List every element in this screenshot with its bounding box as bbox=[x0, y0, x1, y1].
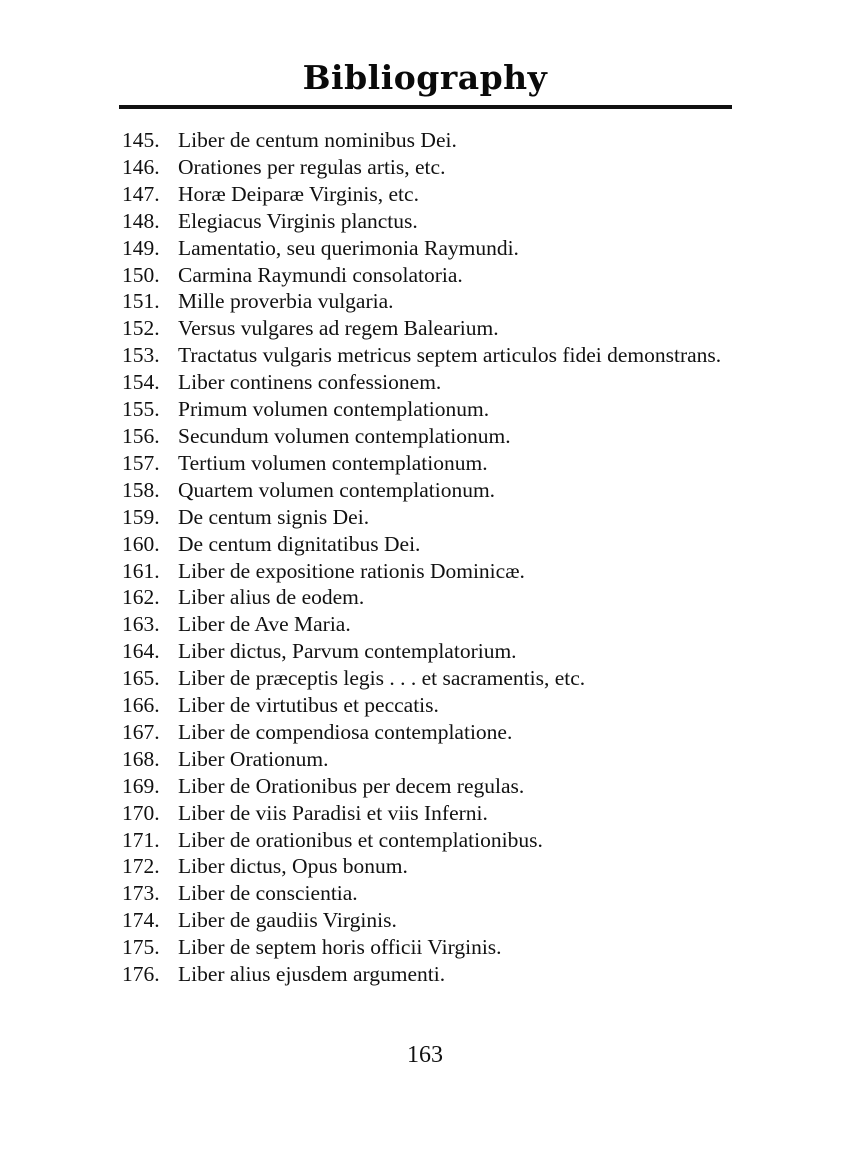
entry-title: Lamentatio, seu querimonia Raymundi. bbox=[178, 235, 519, 260]
bibliography-entry bbox=[122, 934, 734, 961]
bibliography-entry bbox=[122, 961, 734, 988]
bibliography-entry bbox=[122, 584, 734, 611]
bibliography-entry bbox=[122, 692, 734, 719]
entry-title: Mille proverbia vulgaria. bbox=[178, 289, 394, 314]
bibliography-entry bbox=[122, 208, 734, 235]
entry-title: Liber de expositione rationis Dominicæ. bbox=[178, 558, 525, 583]
entry-title: Liber de conscientia. bbox=[178, 881, 358, 906]
running-head: Bibliography bbox=[302, 58, 548, 97]
bibliography-entry bbox=[122, 665, 734, 692]
entry-title: Elegiacus Virginis planctus. bbox=[178, 208, 418, 233]
bibliography-entry bbox=[122, 154, 734, 181]
entry-number: 176. bbox=[122, 962, 160, 987]
bibliography-entry bbox=[122, 315, 734, 342]
bibliography-entry bbox=[122, 638, 734, 665]
entry-number: 154. bbox=[122, 370, 160, 395]
entry-number: 174. bbox=[122, 908, 160, 933]
entry-title: Quartem volumen contemplationum. bbox=[178, 477, 496, 502]
entry-title: Liber continens confessionem. bbox=[178, 370, 442, 395]
entry-number: 155. bbox=[122, 397, 160, 422]
page-number: 163 bbox=[407, 1042, 443, 1068]
entry-title: De centum dignitatibus Dei. bbox=[178, 531, 421, 556]
entry-number: 153. bbox=[122, 343, 160, 368]
entry-title: Liber dictus, Parvum contemplatorium. bbox=[178, 639, 517, 664]
entry-number: 166. bbox=[122, 693, 160, 718]
bibliography-entry bbox=[122, 262, 734, 289]
entry-number: 152. bbox=[122, 316, 160, 341]
entry-title: Orationes per regulas artis, etc. bbox=[178, 154, 446, 179]
bibliography-entry bbox=[122, 880, 734, 907]
entry-title: Liber de gaudiis Virginis. bbox=[178, 908, 397, 933]
entry-number: 163. bbox=[122, 612, 160, 637]
entry-number: 172. bbox=[122, 854, 160, 879]
entry-number: 151. bbox=[122, 289, 160, 314]
entry-title: De centum signis Dei. bbox=[178, 504, 370, 529]
entry-title: Liber de Orationibus per decem regulas. bbox=[178, 773, 525, 798]
entry-number: 145. bbox=[122, 128, 160, 152]
bibliography-entry bbox=[122, 504, 734, 531]
entry-title: Liber Orationum. bbox=[178, 746, 329, 771]
entry-title: Horæ Deiparæ Virginis, etc. bbox=[178, 181, 419, 206]
entry-title: Tertium volumen contemplationum. bbox=[178, 450, 488, 475]
bibliography-entry bbox=[122, 450, 734, 477]
bibliography-entry bbox=[122, 907, 734, 934]
bibliography-entry bbox=[122, 396, 734, 423]
bibliography-entry bbox=[122, 423, 734, 450]
bibliography-entry bbox=[122, 853, 734, 880]
entry-number: 164. bbox=[122, 639, 160, 664]
entry-number: 150. bbox=[122, 262, 160, 287]
entry-number: 156. bbox=[122, 423, 160, 448]
bibliography-entry bbox=[122, 369, 734, 396]
entry-number: 160. bbox=[122, 531, 160, 556]
entry-title: Tractatus vulgaris metricus septem articulos fidei demonstrans. bbox=[178, 343, 722, 368]
bibliography-list bbox=[122, 127, 734, 988]
entry-number: 148. bbox=[122, 208, 160, 233]
entry-title: Liber de septem horis officii Virginis. bbox=[178, 935, 502, 960]
entry-number: 159. bbox=[122, 504, 160, 529]
entry-title: Liber de viis Paradisi et viis Inferni. bbox=[178, 800, 488, 825]
entry-number: 171. bbox=[122, 827, 160, 852]
entry-title: Liber dictus, Opus bonum. bbox=[178, 854, 408, 879]
bibliography-entry bbox=[122, 558, 734, 585]
entry-number: 147. bbox=[122, 181, 160, 206]
entry-title: Liber de Ave Maria. bbox=[178, 612, 351, 637]
header-rule bbox=[119, 105, 732, 109]
entry-number: 173. bbox=[122, 881, 160, 906]
bibliography-entry bbox=[122, 477, 734, 504]
bibliography-entry bbox=[122, 800, 734, 827]
entry-number: 168. bbox=[122, 746, 160, 771]
entry-title: Carmina Raymundi consolatoria. bbox=[178, 262, 463, 287]
entry-number: 175. bbox=[122, 935, 160, 960]
bibliography-entry bbox=[122, 773, 734, 800]
bibliography-entry bbox=[122, 127, 734, 154]
bibliography-entry bbox=[122, 719, 734, 746]
bibliography-entry bbox=[122, 342, 734, 369]
entry-title: Liber de orationibus et contemplationibus. bbox=[178, 827, 543, 852]
entry-title: Liber de compendiosa contemplatione. bbox=[178, 719, 513, 744]
entry-number: 146. bbox=[122, 154, 160, 179]
entry-number: 149. bbox=[122, 235, 160, 260]
entry-number: 169. bbox=[122, 773, 160, 798]
bibliography-entry bbox=[122, 746, 734, 773]
entry-number: 162. bbox=[122, 585, 160, 610]
entry-number: 170. bbox=[122, 800, 160, 825]
entry-title: Liber de virtutibus et peccatis. bbox=[178, 693, 439, 718]
bibliography-entry bbox=[122, 288, 734, 315]
entry-title: Liber de centum nominibus Dei. bbox=[178, 128, 457, 152]
bibliography-entry bbox=[122, 827, 734, 854]
entry-number: 167. bbox=[122, 719, 160, 744]
entry-number: 158. bbox=[122, 477, 160, 502]
entry-title: Liber alius de eodem. bbox=[178, 585, 365, 610]
entry-title: Liber de præceptis legis . . . et sacramentis, etc. bbox=[178, 666, 586, 691]
entry-number: 157. bbox=[122, 450, 160, 475]
bibliography-entry bbox=[122, 235, 734, 262]
bibliography-entry bbox=[122, 531, 734, 558]
bibliography-entry bbox=[122, 181, 734, 208]
entry-title: Secundum volumen contemplationum. bbox=[178, 423, 511, 448]
entry-title: Primum volumen contemplationum. bbox=[178, 397, 490, 422]
entry-number: 161. bbox=[122, 558, 160, 583]
entry-title: Versus vulgares ad regem Balearium. bbox=[178, 316, 499, 341]
entry-title: Liber alius ejusdem argumenti. bbox=[178, 962, 446, 987]
entry-number: 165. bbox=[122, 666, 160, 691]
bibliography-entry bbox=[122, 611, 734, 638]
